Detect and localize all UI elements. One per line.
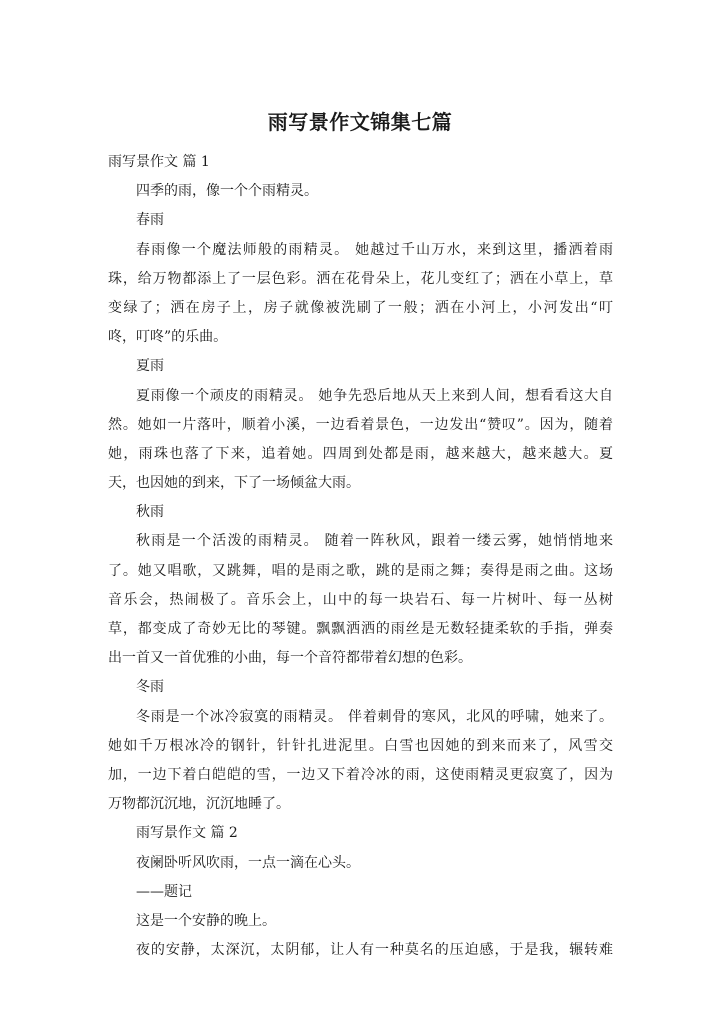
paragraph-line: 加，一边下着白皑皑的雪，一边又下着冷冰的雨，这使雨精灵更寂寞了，因为 [108, 766, 613, 783]
paragraph-line: 然。她如一片落叶，顺着小溪，一边看着景色，一边发出“赞叹”。因为，随着 [108, 416, 613, 433]
paragraph-line: 出一首又一首优雅的小曲，每一个音符都带着幻想的色彩。 [108, 650, 472, 667]
essay-heading-2: 雨写景作文 篇 2 [136, 825, 238, 842]
paragraph-line: 冬雨是一个冰冷寂寞的雨精灵。 伴着刺骨的寒风，北风的呼啸，她来了。 [136, 708, 613, 725]
essay-heading-1: 雨写景作文 篇 1 [108, 154, 210, 170]
paragraph-line: 这是一个安静的晚上。 [136, 912, 276, 929]
section-heading-summer: 夏雨 [136, 358, 164, 375]
epigraph-line: 夜阑卧听风吹雨，一点一滴在心头。 [136, 854, 360, 871]
paragraph-line: 春雨像一个魔法师般的雨精灵。 她越过千山万水，来到这里，播洒着雨 [136, 241, 613, 258]
paragraph-line: 她，雨珠也落了下来，追着她。四周到处都是雨，越来越大，越来越大。夏 [108, 445, 613, 462]
paragraph-line: 万物都沉沉地，沉沉地睡了。 [108, 796, 290, 813]
paragraph-line: 了。她又唱歌，又跳舞，唱的是雨之歌，跳的是雨之舞；奏得是雨之曲。这场 [108, 562, 613, 579]
paragraph-line: 秋雨是一个活泼的雨精灵。 随着一阵秋风，跟着一缕云雾，她悄悄地来 [136, 533, 613, 550]
paragraph-line: 四季的雨，像一个个雨精灵。 [136, 183, 318, 200]
paragraph-line: 草，都变成了奇妙无比的琴键。飘飘洒洒的雨丝是无数轻捷柔软的手指，弹奏 [108, 621, 613, 637]
document-body [108, 148, 613, 965]
paragraph-line: 音乐会，热闹极了。音乐会上，山中的每一块岩石、每一片树叶、每一丛树 [108, 591, 613, 608]
section-heading-spring: 春雨 [136, 212, 164, 229]
epigraph-attribution: ——题记 [136, 883, 192, 900]
paragraph-line: 变绿了；洒在房子上，房子就像被洗刷了一般；洒在小河上，小河发出“叮 [108, 299, 613, 316]
paragraph-line: 夜的安静，太深沉，太阴郁，让人有一种莫名的压迫感，于是我，辗转难 [136, 942, 613, 959]
paragraph-line: 咚，叮咚”的乐曲。 [108, 329, 228, 346]
paragraph-line: 她如千万根冰冷的钢针，针针扎进泥里。白雪也因她的到来而来了，风雪交 [108, 737, 613, 754]
section-heading-winter: 冬雨 [136, 679, 164, 696]
paragraph-line: 珠，给万物都添上了一层色彩。洒在花骨朵上，花儿变红了；洒在小草上，草 [108, 270, 613, 287]
paragraph-line: 夏雨像一个顽皮的雨精灵。 她争先恐后地从天上来到人间，想看看这大自 [136, 387, 613, 404]
paragraph-line: 天，也因她的到来，下了一场倾盆大雨。 [108, 475, 360, 492]
document-title: 雨写景作文锦集七篇 [267, 110, 453, 134]
section-heading-autumn: 秋雨 [136, 504, 164, 521]
